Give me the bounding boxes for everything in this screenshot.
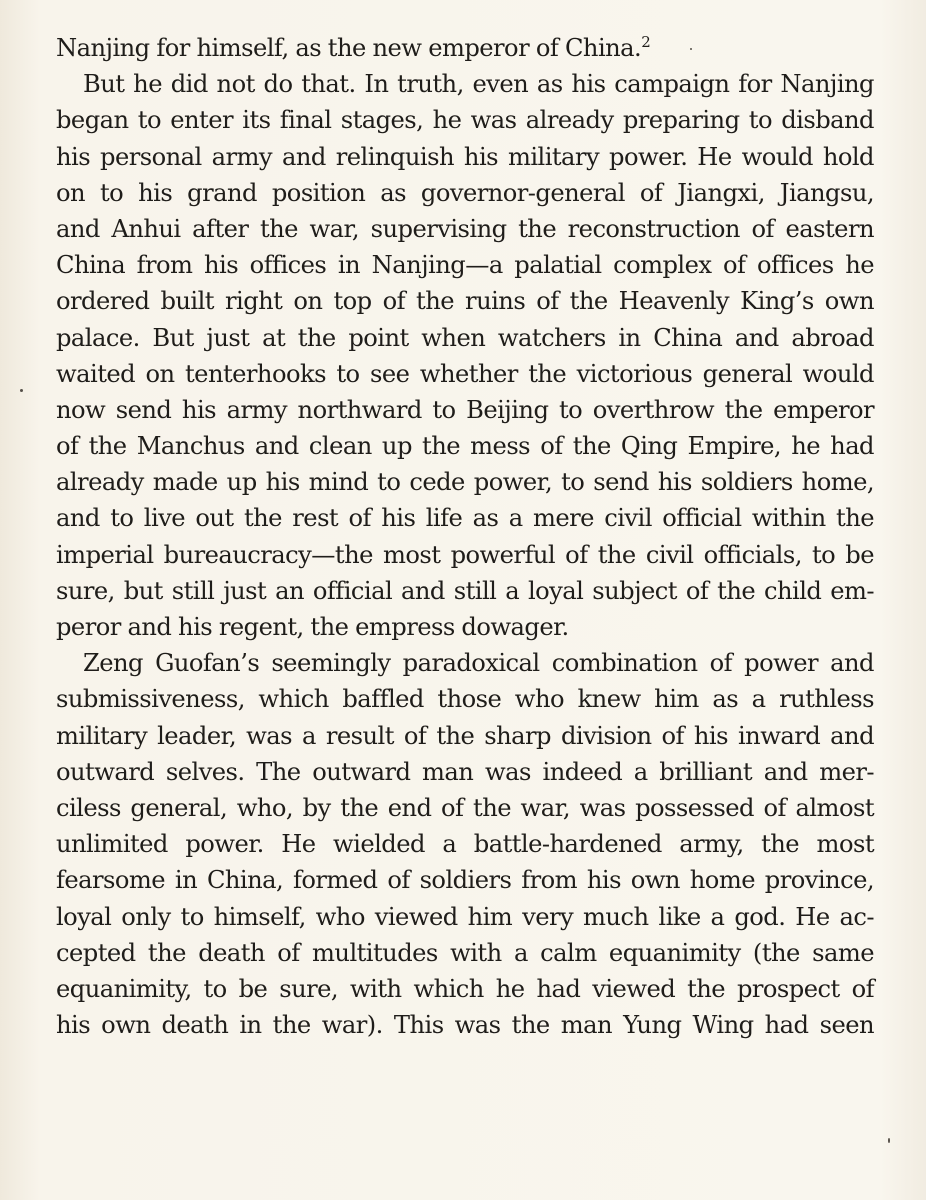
text-line: ciless general, who, by the end of the war, was possessed of almost [56,793,874,822]
print-speck [690,48,692,50]
text-line: Zeng Guofan’s seemingly paradoxical combination of power and [83,649,874,678]
text-line: peror and his regent, the empress dowager. [56,613,569,641]
text-line: fearsome in China, formed of soldiers from his own home province, [56,866,874,895]
text-line: outward selves. The outward man was indeed a brilliant and mer- [56,757,874,786]
text-line: equanimity, to be sure, with which he had viewed the prospect of [56,974,874,1003]
text-line: waited on tenterhooks to see whether the victorious general would [56,359,874,388]
text-line: now send his army northward to Beijing to overthrow the emperor [56,395,874,424]
text-line: imperial bureaucracy—the most powerful of the civil officials, to be [56,540,874,569]
text-line: and to live out the rest of his life as a mere civil official within the [56,504,874,533]
paragraph [56,645,874,1043]
text-line: China from his offices in Nanjing—a palatial complex of offices he [56,251,874,280]
text-line: cepted the death of multitudes with a calm equanimity (the same [56,938,874,967]
print-speck [888,1138,890,1143]
text-line: unlimited power. He wielded a battle-hardened army, the most [56,830,874,859]
print-speck [20,389,23,392]
text-line: his own death in the war). This was the man Yung Wing had seen [56,1011,874,1040]
text-line: loyal only to himself, who viewed him very much like a god. He ac- [56,902,874,931]
paragraph [56,66,874,645]
text-line: But he did not do that. In truth, even as his campaign for Nanjing [83,70,874,99]
text-line: sure, but still just an official and still a loyal subject of the child em- [56,576,874,605]
text-line: Nanjing for himself, as the new emperor of China.$^2$ [56,33,651,62]
footnote-marker: 2 [641,33,651,51]
text-line: palace. But just at the point when watchers in China and abroad [56,323,874,352]
text-line: ordered built right on top of the ruins of the Heavenly King’s own [56,287,874,316]
text-line: submissiveness, which baffled those who knew him as a ruthless [56,685,874,714]
text-line: of the Manchus and clean up the mess of the Qing Empire, he had [56,432,874,461]
text-line: his personal army and relinquish his military power. He would hold [56,142,874,171]
text-line: on to his grand position as governor-general of Jiangxi, Jiangsu, [56,178,874,207]
text-line: military leader, was a result of the sharp division of his inward and [56,721,874,750]
text-line: and Anhui after the war, supervising the reconstruction of eastern [56,214,874,243]
text-line: already made up his mind to cede power, to send his soldiers home, [56,468,874,497]
text-line: began to enter its final stages, he was already preparing to disband [56,106,874,135]
